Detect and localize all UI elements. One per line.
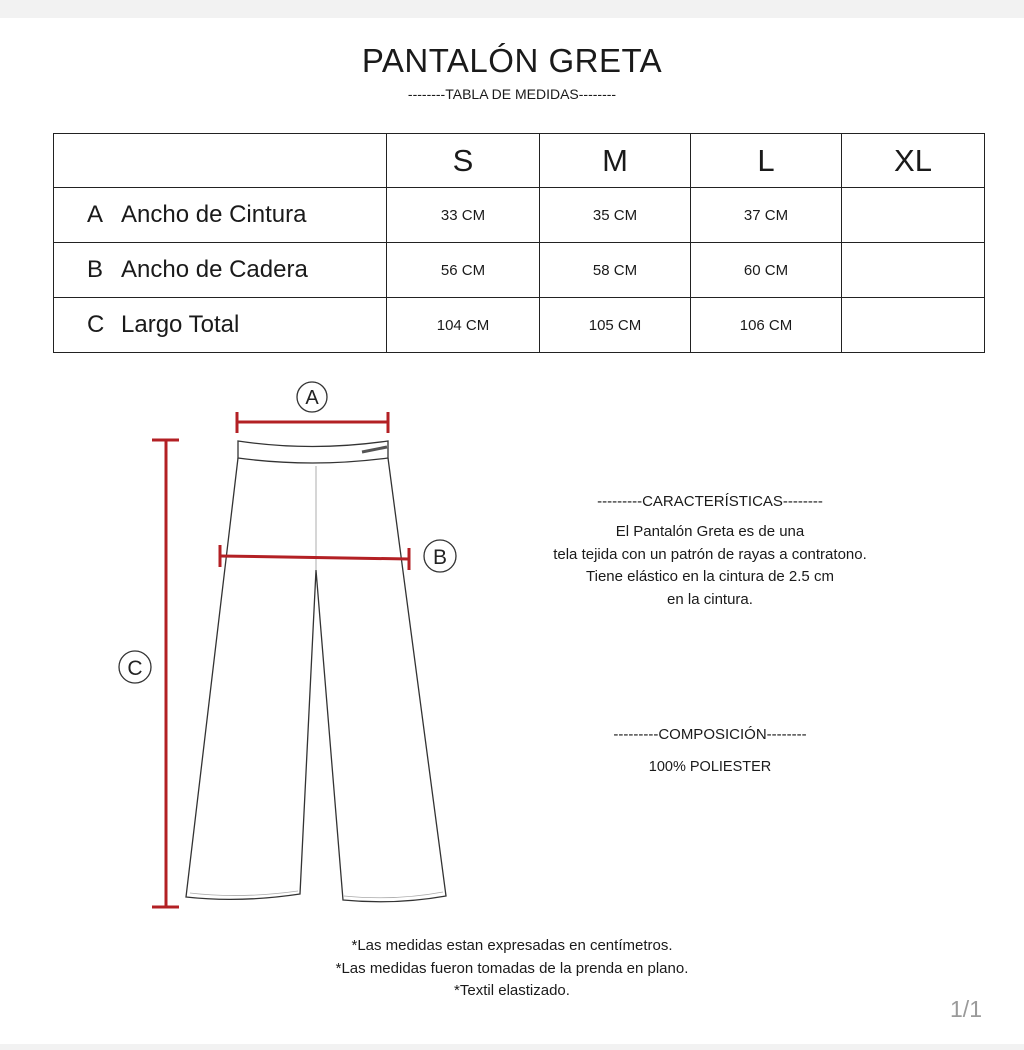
measure-name: Ancho de Cadera: [121, 256, 308, 283]
characteristics-line: en la cintura.: [667, 590, 753, 608]
size-header-m: M: [540, 134, 691, 188]
marker-b-badge: [424, 540, 456, 572]
measure-name: Largo Total: [121, 311, 240, 338]
composition-title: ---------COMPOSICIÓN--------: [613, 726, 807, 743]
measure-value: 105 CM: [540, 298, 691, 353]
size-header-xl: XL: [842, 134, 985, 188]
measure-letter: C: [87, 311, 105, 338]
measure-letter: B: [87, 256, 104, 283]
page-subtitle: --------TABLA DE MEDIDAS--------: [407, 86, 617, 102]
measure-value: 35 CM: [540, 188, 691, 243]
footnote: *Las medidas estan expresadas en centímetros.: [351, 937, 673, 954]
measure-value: 58 CM: [540, 243, 691, 298]
size-header-l: L: [691, 134, 842, 188]
characteristics-line: El Pantalón Greta es de una: [615, 523, 805, 540]
measure-value: 33 CM: [387, 188, 540, 243]
marker-a-label: A: [305, 387, 319, 409]
characteristics-line: tela tejida con un patrón de rayas a contratono.: [553, 545, 867, 563]
hip-measure-line: [220, 545, 409, 570]
marker-c-badge: [119, 651, 151, 683]
waist-measure-line: [237, 412, 388, 433]
footnote: *Las medidas fueron tomadas de la prenda en plano.: [335, 959, 689, 977]
characteristics-text: [470, 521, 950, 611]
footnotes: [212, 935, 812, 1003]
characteristics-title: ---------CARACTERÍSTICAS--------: [597, 493, 823, 510]
page-title: PANTALÓN GRETA: [361, 42, 663, 79]
measure-value: 106 CM: [691, 298, 842, 353]
characteristics-line: Tiene elástico en la cintura de 2.5 cm: [586, 568, 834, 585]
measure-value: 104 CM: [387, 298, 540, 353]
measure-name: Ancho de Cintura: [121, 201, 307, 228]
marker-a-badge: [297, 382, 327, 412]
footnote: *Textil elastizado.: [454, 982, 570, 999]
pants-outline: [186, 441, 446, 902]
measure-value: 37 CM: [691, 188, 842, 243]
marker-c-label: C: [127, 657, 143, 680]
length-measure-line: [152, 440, 179, 907]
measure-letter: A: [87, 201, 104, 228]
marker-b-label: B: [432, 546, 448, 569]
measure-value: 60 CM: [691, 243, 842, 298]
measure-value: 56 CM: [387, 243, 540, 298]
page-indicator: 1/1: [950, 996, 982, 1022]
size-header-s: S: [387, 134, 540, 188]
composition-value: 100% POLIESTER: [648, 759, 772, 775]
